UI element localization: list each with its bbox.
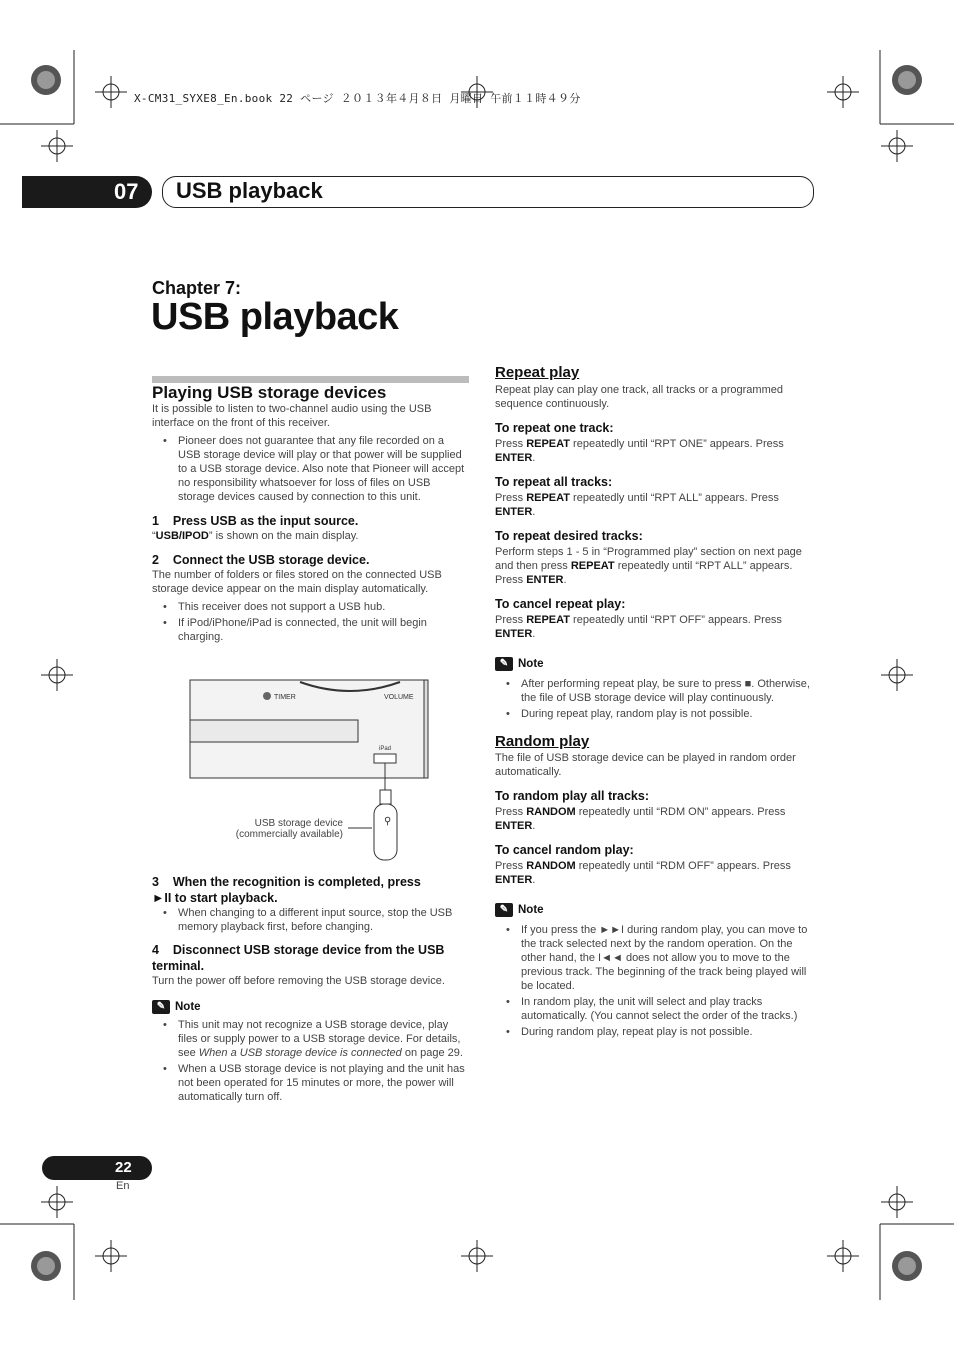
random-all-text: Press RANDOM repeatedly until “RDM ON” appears. Press ENTER. <box>495 806 786 832</box>
step-2: 2 Connect the USB storage device. <box>152 553 370 567</box>
usb-stick-icon <box>374 804 397 860</box>
note-pencil-icon: ✎ <box>495 657 513 671</box>
note-pencil-icon: ✎ <box>152 1000 170 1014</box>
page-number: 22 <box>115 1159 132 1176</box>
left-column <box>152 383 468 644</box>
random-cancel-heading: To cancel random play: <box>495 843 634 857</box>
intro-text: It is possible to listen to two-channel audio using the USB interface on the front of this receiver. <box>152 403 432 429</box>
right-column <box>495 366 813 1039</box>
list-item: • After performing repeat play, be sure to press ■. Otherwise, the file of USB storage device will play continuously. <box>495 677 813 705</box>
chapter-bar-title: USB playback <box>176 178 323 203</box>
usb-device-label: USB storage device <box>254 818 343 829</box>
step-2-text: The number of folders or files stored on the connected USB storage device appear on the main display automatically. <box>152 569 442 595</box>
list-item: • If iPod/iPhone/iPad is connected, the unit will begin charging. <box>152 616 468 644</box>
step-1: 1 Press USB as the input source. <box>152 514 359 528</box>
random-all-heading: To random play all tracks: <box>495 789 649 803</box>
chapter-number: 07 <box>114 179 139 204</box>
section-heading: Playing USB storage devices <box>152 383 387 402</box>
random-cancel-text: Press RANDOM repeatedly until “RDM OFF” appears. Press ENTER. <box>495 860 791 886</box>
page-title: USB playback <box>151 296 399 338</box>
repeat-play-heading: Repeat play <box>495 364 580 381</box>
repeat-intro: Repeat play can play one track, all tracks or a programmed sequence continuously. <box>495 384 783 410</box>
page-language: En <box>116 1180 130 1192</box>
chapter-label: Chapter 7: <box>152 278 242 298</box>
list-item: • This unit may not recognize a USB storage device, play files or supply power to a USB storage device. For details, see When a USB storage device is connected on page 29. <box>152 1018 468 1060</box>
random-intro: The file of USB storage device can be played in random order automatically. <box>495 752 796 778</box>
repeat-one-heading: To repeat one track: <box>495 421 614 435</box>
note-pencil-icon: ✎ <box>495 903 513 917</box>
ipad-label: iPad <box>379 746 392 752</box>
repeat-desired-text: Perform steps 1 - 5 in “Programmed play” section on next page and then press REPEAT repeatedly until “RPT ALL” appears. Press ENTER. <box>495 546 802 586</box>
svg-text:⚲: ⚲ <box>384 816 392 827</box>
repeat-all-text: Press REPEAT repeatedly until “RPT ALL” appears. Press ENTER. <box>495 492 779 518</box>
list-item: • In random play, the unit will select and play tracks automatically. (You cannot select the order of the tracks.) <box>495 995 813 1023</box>
repeat-one-text: Press REPEAT repeatedly until “RPT ONE” appears. Press ENTER. <box>495 438 784 464</box>
section-bar <box>152 376 469 383</box>
step-3: 3 When the recognition is completed, press ►II to start playback. <box>152 875 421 905</box>
step-4: 4 Disconnect USB storage device from the USB terminal. <box>152 943 445 973</box>
list-item: • During repeat play, random play is not possible. <box>495 707 813 721</box>
random-play-heading: Random play <box>495 733 590 750</box>
list-item: • If you press the ►►I during random play, you can move to the track selected next by the random operation. On the other hand, the I◄◄ does not allow you to move to the previous track. The beginning of the track being played will be located. <box>495 923 813 993</box>
list-item: • This receiver does not support a USB hub. <box>152 600 468 614</box>
repeat-cancel-text: Press REPEAT repeatedly until “RPT OFF” appears. Press ENTER. <box>495 614 782 640</box>
step-1-text: “USB/IPOD” is shown on the main display. <box>152 530 359 542</box>
repeat-all-heading: To repeat all tracks: <box>495 475 613 489</box>
usb-port-icon <box>374 754 396 763</box>
repeat-cancel-heading: To cancel repeat play: <box>495 597 626 611</box>
usb-device-sublabel: (commercially available) <box>235 829 343 840</box>
list-item: • When a USB storage device is not playing and the unit has not been operated for 15 minutes or more, the power will automatically turn off. <box>152 1062 468 1104</box>
note-heading: ✎ Note <box>495 903 813 917</box>
page-number-pill <box>42 1156 152 1180</box>
list-item: • Pioneer does not guarantee that any file recorded on a USB storage device will play or that power will be supplied to a USB storage device. Also note that Pioneer will accept no responsibility whatsoever for loss of files on USB storage devices caused by connection to this unit. <box>152 434 468 504</box>
step-4-text: Turn the power off before removing the USB storage device. <box>152 975 445 987</box>
print-header: X-CM31_SYXE8_En.book 22 ページ ２０１３年４月８日 月曜日 午前１１時４９分 <box>134 92 581 105</box>
usb-connection-figure <box>150 678 440 864</box>
list-item: • When changing to a different input source, stop the USB memory playback first, before changing. <box>152 906 468 934</box>
timer-label: TIMER <box>274 694 296 701</box>
left-column-lower <box>152 874 468 1104</box>
note-heading: ✎ Note <box>495 657 813 671</box>
repeat-desired-heading: To repeat desired tracks: <box>495 529 643 543</box>
volume-label: VOLUME <box>384 694 414 701</box>
note-heading: ✎ Note <box>152 1000 468 1014</box>
list-item: • During random play, repeat play is not possible. <box>495 1025 813 1039</box>
timer-led-icon <box>263 692 271 700</box>
